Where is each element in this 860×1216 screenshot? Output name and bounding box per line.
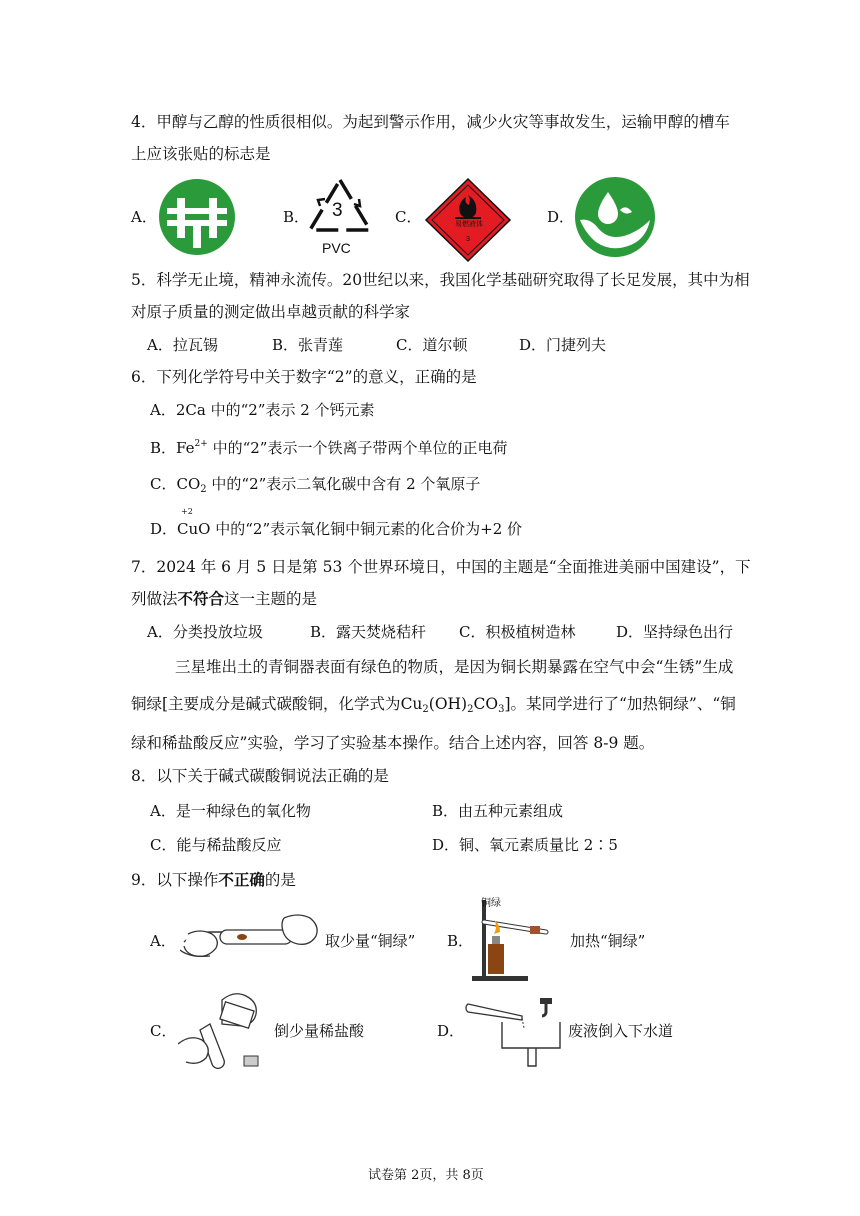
q7-option-c: C．积极植树造林 (459, 623, 576, 641)
q9-option-d-letter: D． (437, 1022, 465, 1040)
formula-co: CO (473, 695, 499, 713)
passage-line2-pre: 铜绿[主要成分是碱式碳酸铜，化学式为 (131, 695, 401, 713)
q9-option-a-letter: A． (150, 932, 176, 950)
flammable-sign-text: 易燃液体 (455, 221, 483, 228)
co2-formula: CO (176, 475, 201, 493)
q8-option-b: B．由五种元素组成 (432, 802, 564, 820)
formula-cu: Cu (400, 695, 423, 713)
q7-stem-emphasis: 不符合 (177, 589, 225, 608)
q7-stem-pre: 列做法 (131, 590, 178, 608)
q5-stem-line2: 对原子质量的测定做出卓越贡献的科学家 (131, 303, 411, 321)
q6-option-d-text: 中的“2”表示氧化铜中铜元素的化合价为+2 价 (215, 520, 523, 538)
page-footer: 试卷第 2页，共 8页 (368, 1168, 484, 1183)
cuo-valence: +2 (181, 507, 193, 516)
hands-test-tube-illustration-icon (180, 912, 322, 972)
sink-disposal-illustration-icon (464, 994, 568, 1074)
q4-option-a-letter: A． (131, 208, 157, 226)
fe-ion-charge: 2+ (194, 439, 208, 449)
fe-ion-formula: Fe (176, 439, 195, 457)
heating-apparatus-illustration-icon (468, 896, 568, 986)
q7-option-b: B．露天焚烧秸秆 (310, 623, 427, 641)
q6-option-c-letter: C． (150, 475, 177, 493)
q6-option-c-text: 中的“2”表示二氧化碳中含有 2 个氧原子 (211, 475, 481, 493)
q8-option-a: A．是一种绿色的氧化物 (150, 802, 311, 820)
q8-option-c: C．能与稀盐酸反应 (150, 836, 282, 854)
q4-option-b-letter: B． (283, 208, 310, 226)
q6-option-d (150, 507, 523, 540)
q9-stem (131, 869, 296, 891)
co2-subscript: 2 (200, 484, 207, 495)
q4-stem-line1: 4．甲醇与乙醇的性质很相似。为起到警示作用，减少火灾等事故发生，运输甲醇的槽车 (131, 113, 730, 131)
q4-option-d-letter: D． (547, 208, 575, 226)
q4-stem-line2: 上应该张贴的标志是 (131, 145, 271, 163)
q4-option-c-letter: C． (395, 208, 422, 226)
q5-option-d: D．门捷列夫 (519, 336, 607, 354)
formula-cu-sub: 2 (422, 704, 429, 715)
passage-line1: 三星堆出土的青铜器表面有绿色的物质，是因为铜长期暴露在空气中会“生锈”生成 (175, 658, 734, 676)
green-symbol-a-icon (157, 178, 237, 256)
q8-option-d: D．铜、氧元素质量比 2∶5 (432, 836, 618, 854)
q9-option-b-letter: B． (447, 932, 474, 950)
q6-option-a: A．2Ca 中的“2”表示 2 个钙元素 (150, 401, 375, 419)
q5-stem-line1: 5．科学无止境，精神永流传。20世纪以来，我国化学基础研究取得了长足发展，其中为相 (131, 271, 750, 289)
formula-oh: (OH) (428, 695, 468, 713)
q6-option-c (150, 473, 480, 501)
passage-line2-post: ]。某同学进行了“加热铜绿”、“铜 (504, 695, 736, 713)
flammable-sign-class: 3 (466, 236, 470, 243)
q9-option-d-caption: 废液倒入下水道 (568, 1022, 674, 1040)
q7-stem-line2 (131, 588, 317, 610)
q5-option-c: C．道尔顿 (396, 336, 468, 354)
q7-option-d: D．坚持绿色出行 (616, 623, 734, 641)
q9-option-a-caption: 取少量“铜绿” (325, 932, 416, 950)
q6-option-b-text: 中的“2”表示一个铁离子带两个单位的正电荷 (212, 439, 508, 457)
q5-option-b: B．张青莲 (272, 336, 344, 354)
formula-oh-sub: 2 (467, 704, 474, 715)
passage-line2 (131, 693, 736, 721)
q7-stem-post: 这一主题的是 (224, 590, 318, 608)
q6-option-b-letter: B． (150, 439, 177, 457)
copper-green-label: 铜绿 (481, 898, 501, 909)
q6-option-b (150, 433, 507, 459)
recycle-caption: PVC (322, 240, 351, 256)
q9-stem-post: 的是 (264, 871, 296, 889)
pouring-acid-illustration-icon (178, 992, 274, 1076)
formula-co-sub: 3 (498, 704, 505, 715)
q9-option-c-caption: 倒少量稀盐酸 (274, 1022, 365, 1040)
q5-option-a: A．拉瓦锡 (147, 336, 218, 354)
q9-stem-pre: 9．以下操作 (131, 871, 219, 889)
q8-stem: 8．以下关于碱式碳酸铜说法正确的是 (131, 767, 389, 785)
passage-line3: 绿和稀盐酸反应”实验，学习了实验基本操作。结合上述内容，回答 8-9 题。 (131, 734, 655, 752)
water-drop-symbol-icon (574, 176, 656, 258)
q6-option-d-letter: D． (150, 520, 178, 538)
cuo-formula: CuO (177, 520, 211, 538)
q9-stem-emphasis: 不正确 (218, 870, 265, 889)
q6-stem: 6．下列化学符号中关于数字“2”的意义，正确的是 (131, 368, 477, 386)
q9-option-b-caption: 加热“铜绿” (570, 932, 646, 950)
q9-option-c-letter: C． (150, 1022, 177, 1040)
recycle-number: 3 (332, 200, 343, 221)
q7-stem-line1: 7．2024 年 6 月 5 日是第 53 个世界环境日，中国的主题是“全面推进美丽中国建设”，下 (131, 558, 751, 576)
q7-option-a: A．分类投放垃圾 (147, 623, 263, 641)
